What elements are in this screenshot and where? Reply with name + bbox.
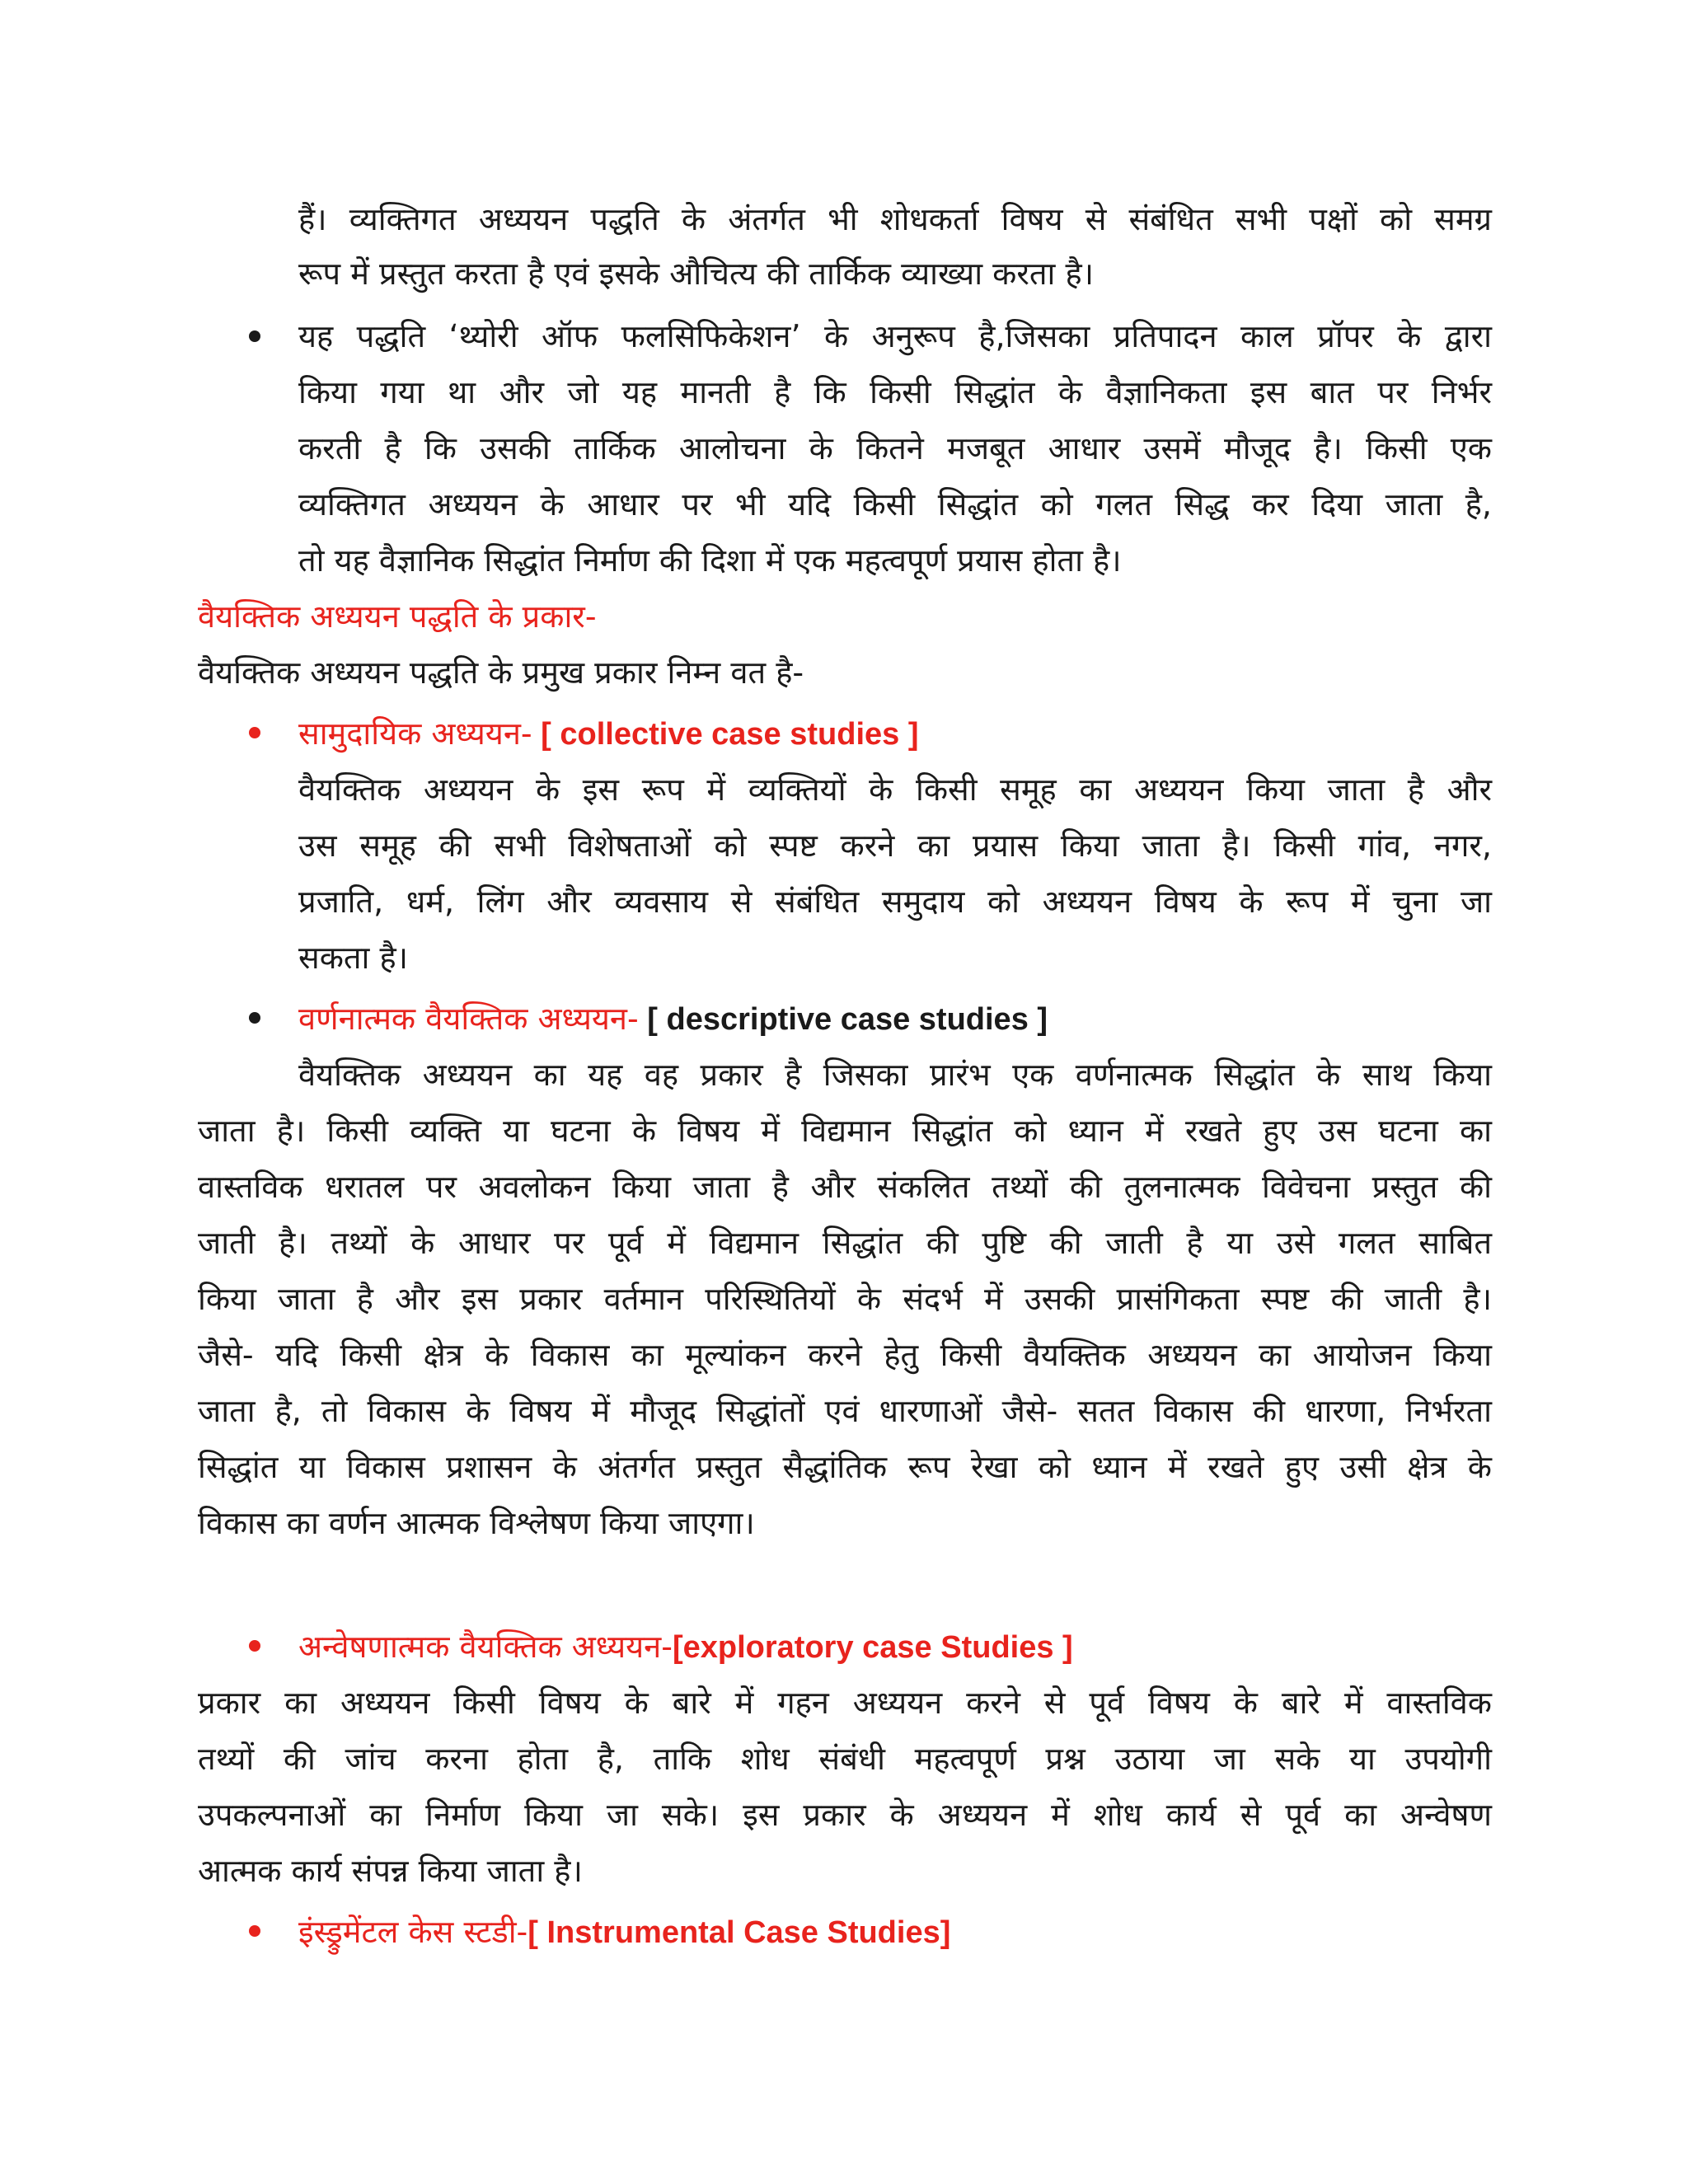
paragraph-line: किया गया था और जो यह मानती है कि किसी सिद्धांत के वैज्ञानिकता इस बात पर निर्भर (298, 374, 1492, 410)
heading-hindi: इंस्ड्रुमेंटल केस स्टडी- (298, 1914, 528, 1950)
paragraph-line: वैयक्तिक अध्ययन का यह वह प्रकार है जिसका प्रारंभ एक वर्णनात्मक सिद्धांत के साथ किया (298, 1057, 1492, 1093)
paragraph-line: जाती है। तथ्यों के आधार पर पूर्व में विद्यमान सिद्धांत की पुष्टि की जाती है या उसे गलत साबित (198, 1225, 1492, 1261)
paragraph-line: उस समूह की सभी विशेषताओं को स्पष्ट करने का प्रयास किया जाता है। किसी गांव, नगर, (298, 827, 1492, 864)
paragraph-line: प्रजाति, धर्म, लिंग और व्यवसाय से संबंधित समुदाय को अध्ययन विषय के रूप में चुना जा (298, 883, 1492, 920)
heading-english: [ Instrumental Case Studies] (528, 1915, 951, 1950)
heading-hindi: अन्वेषणात्मक वैयक्तिक अध्ययन- (298, 1629, 673, 1665)
heading-english: [ collective case studies ] (532, 717, 919, 752)
paragraph-line: जैसे- यदि किसी क्षेत्र के विकास का मूल्यांकन करने हेतु किसी वैयक्तिक अध्ययन का आयोजन किया (198, 1337, 1492, 1373)
heading-english: [ descriptive case studies ] (638, 1002, 1048, 1037)
paragraph-line: करती है कि उसकी तार्किक आलोचना के कितने मजबूत आधार उसमें मौजूद है। किसी एक (298, 430, 1492, 466)
paragraph-line: वैयक्तिक अध्ययन पद्धति के प्रमुख प्रकार निम्न वत है- (198, 654, 804, 691)
paragraph-line: सकता है। (298, 940, 409, 976)
paragraph-line: जाता है। किसी व्यक्ति या घटना के विषय में विद्यमान सिद्धांत को ध्यान में रखते हुए उस घटना का (198, 1113, 1492, 1149)
bullet-icon (249, 330, 260, 342)
paragraph-line: सिद्धांत या विकास प्रशासन के अंतर्गत प्रस्तुत सैद्धांतिक रूप रेखा को ध्यान में रखते हुए उसी क्षेत्र के (198, 1449, 1492, 1485)
paragraph-line: किया जाता है और इस प्रकार वर्तमान परिस्थितियों के संदर्भ में उसकी प्रासंगिकता स्पष्ट की जाती है। (198, 1281, 1492, 1317)
subsection-heading (298, 705, 919, 762)
heading-english: [exploratory case Studies ] (672, 1630, 1073, 1665)
paragraph-line: यह पद्धति ‘थ्योरी ऑफ फलसिफिकेशन’ के अनुरूप है,जिसका प्रतिपादन काल प्रॉपर के द्वारा (298, 318, 1492, 354)
paragraph-line: हैं। व्यक्तिगत अध्ययन पद्धति के अंतर्गत भी शोधकर्ता विषय से संबंधित सभी पक्षों को समग्र (298, 201, 1492, 237)
bullet-icon (249, 1925, 260, 1937)
subsection-heading (298, 991, 1048, 1047)
paragraph-line: वैयक्तिक अध्ययन के इस रूप में व्यक्तियों के किसी समूह का अध्ययन किया जाता है और (298, 771, 1492, 808)
heading-hindi: वर्णनात्मक वैयक्तिक अध्ययन- (298, 1001, 639, 1037)
paragraph-line: उपकल्पनाओं का निर्माण किया जा सके। इस प्रकार के अध्ययन में शोध कार्य से पूर्व का अन्वेषण (198, 1797, 1492, 1833)
paragraph-line: प्रकार का अध्ययन किसी विषय के बारे में गहन अध्ययन करने से पूर्व विषय के बारे में वास्तविक (198, 1685, 1492, 1721)
paragraph-line: रूप में प्रस्तुत करता है एवं इसके औचित्य की तार्किक व्याख्या करता है। (298, 255, 1095, 292)
paragraph-line: तथ्यों की जांच करना होता है, ताकि शोध संबंधी महत्वपूर्ण प्रश्न उठाया जा सके या उपयोगी (198, 1741, 1492, 1777)
section-heading: वैयक्तिक अध्ययन पद्धति के प्रकार- (198, 598, 597, 635)
paragraph-line: वास्तविक धरातल पर अवलोकन किया जाता है और संकलित तथ्यों की तुलनात्मक विवेचना प्रस्तुत की (198, 1169, 1492, 1205)
paragraph-line: विकास का वर्णन आत्मक विश्लेषण किया जाएगा। (198, 1505, 755, 1541)
bullet-icon (249, 727, 260, 738)
paragraph-line: आत्मक कार्य संपन्न किया जाता है। (198, 1853, 583, 1889)
paragraph-line: व्यक्तिगत अध्ययन के आधार पर भी यदि किसी सिद्धांत को गलत सिद्ध कर दिया जाता है, (298, 486, 1492, 523)
bullet-icon (249, 1012, 260, 1024)
subsection-heading (298, 1904, 950, 1961)
bullet-icon (249, 1640, 260, 1652)
paragraph-line: जाता है, तो विकास के विषय में मौजूद सिद्धांतों एवं धारणाओं जैसे- सतत विकास की धारणा, निर्भरता (198, 1393, 1492, 1429)
paragraph-line: तो यह वैज्ञानिक सिद्धांत निर्माण की दिशा में एक महत्वपूर्ण प्रयास होता है। (298, 542, 1122, 579)
subsection-heading (298, 1619, 1073, 1675)
heading-hindi: सामुदायिक अध्ययन- (298, 715, 532, 752)
